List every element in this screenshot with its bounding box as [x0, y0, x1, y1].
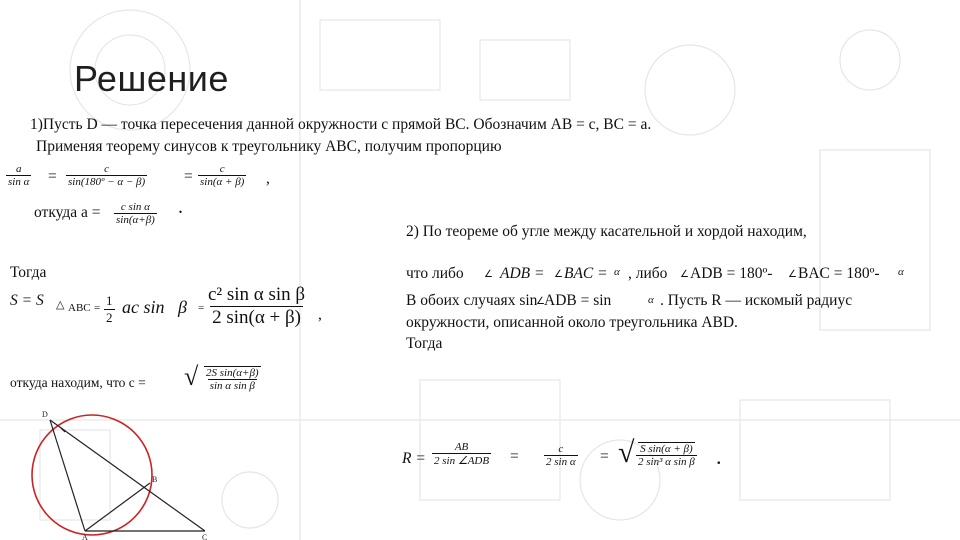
circumcircle	[32, 415, 152, 535]
segment-ab	[85, 483, 150, 531]
angle-icon: ∠	[554, 269, 563, 280]
angle-icon: ∠	[536, 296, 545, 307]
comma: ,	[266, 170, 270, 187]
equals-sign: =	[198, 302, 205, 314]
equals-sign: =	[48, 168, 57, 185]
fraction-den: sin(180º − α − β)	[68, 176, 146, 188]
text-pust-r: . Пусть R — искомый радиус	[660, 292, 853, 309]
fraction-num: c² sin α sin β	[208, 284, 306, 305]
fraction-num: S sin(α + β)	[640, 443, 693, 455]
alpha-symbol: α	[614, 266, 620, 278]
fraction-den: 2 sin ∠ADB	[434, 455, 490, 467]
comma: ,	[318, 306, 322, 323]
segment-da	[50, 420, 85, 531]
subscript-abc: ABC	[68, 302, 91, 314]
equals-sign: =	[94, 302, 101, 314]
angle-icon: ∠	[484, 269, 493, 280]
fraction-a-sin	[6, 163, 31, 188]
text-adb-equals: ADB =	[500, 265, 545, 282]
fraction-num: a	[15, 163, 22, 175]
text-line-1: 1)Пусть D — точка пересечения данной окружности с прямой BC. Обозначим AB = c, BC = a.	[30, 116, 652, 133]
period: .	[178, 196, 183, 218]
sqrt-sign: √	[618, 436, 635, 469]
beta-symbol: β	[178, 297, 187, 317]
fraction-a-value	[114, 201, 157, 226]
sqrt-sign: √	[184, 362, 199, 391]
geometry-diagram	[30, 405, 220, 540]
text-v-oboih: В обоих случаях sin	[406, 292, 538, 309]
text-adb-180: ADB = 180º-	[690, 265, 773, 282]
text-togda: Тогда	[10, 264, 47, 281]
fraction-den: sin α sin β	[209, 380, 255, 392]
text-libo: , либо	[628, 265, 668, 282]
text-chto-libo: что либо	[406, 265, 464, 282]
fraction-num: AB	[454, 441, 469, 453]
text-right-1: 2) По теореме об угле между касательной и хордой находим,	[406, 223, 807, 240]
text-okruzhnost: окружности, описанной около треугольника ABD.	[406, 314, 738, 331]
fraction-num: c	[219, 163, 225, 175]
fraction-den: 2	[106, 310, 113, 325]
label-b: B	[152, 475, 158, 484]
label-c: C	[202, 533, 208, 540]
text-bac-equals: BAC =	[564, 265, 608, 282]
fraction-r-3	[636, 442, 697, 468]
angle-icon: ∠	[680, 269, 689, 280]
fraction-r-2	[544, 443, 578, 468]
angle-icon: ∠	[788, 269, 797, 280]
text-ac-sin: ac sin	[122, 297, 165, 317]
alpha-symbol: α	[648, 294, 654, 306]
fraction-den: sin α	[8, 176, 30, 188]
text-togda-2: Тогда	[406, 335, 443, 352]
fraction-num: 1	[106, 293, 113, 308]
triangle-symbol: △	[56, 299, 65, 311]
label-d: D	[42, 410, 48, 419]
text-r-equals: R =	[402, 450, 426, 467]
label-a: A	[82, 533, 88, 540]
text-line-2: Применяя теорему синусов к треугольнику ABC, получим пропорцию	[36, 138, 502, 155]
equals-sign: =	[600, 448, 609, 465]
fraction-num: 2S sin(α+β)	[206, 367, 259, 379]
equals-sign: =	[510, 448, 519, 465]
fraction-den: 2 sin(α + β)	[212, 307, 302, 328]
slide-title: Решение	[74, 58, 229, 99]
text-adb-sin: ADB = sin	[544, 292, 612, 309]
fraction-den: sin(α + β)	[200, 176, 245, 188]
fraction-den: sin(α+β)	[116, 214, 155, 226]
fraction-num: c	[558, 443, 564, 455]
fraction-r-1	[432, 441, 491, 467]
fraction-num: c sin α	[120, 201, 150, 213]
fraction-half	[104, 293, 115, 326]
fraction-c-value	[204, 366, 261, 392]
alpha-symbol: α	[898, 266, 904, 278]
segment-dc	[50, 420, 205, 531]
fraction-num: c	[104, 163, 110, 175]
period: .	[716, 444, 722, 469]
fraction-area	[206, 284, 307, 329]
equals-sign: =	[184, 168, 193, 185]
fraction-den: 2 sin α	[546, 456, 576, 468]
text-otkuda-a: откуда a =	[34, 204, 101, 221]
text-otkuda-c: откуда находим, что c =	[10, 375, 146, 390]
fraction-den: 2 sin³ α sin β	[638, 456, 695, 468]
fraction-c-sin-sum	[198, 163, 246, 188]
text-bac-180: BAC = 180º-	[798, 265, 880, 282]
text-s-equals: S = S	[10, 292, 44, 309]
fraction-c-sin180	[66, 163, 147, 188]
